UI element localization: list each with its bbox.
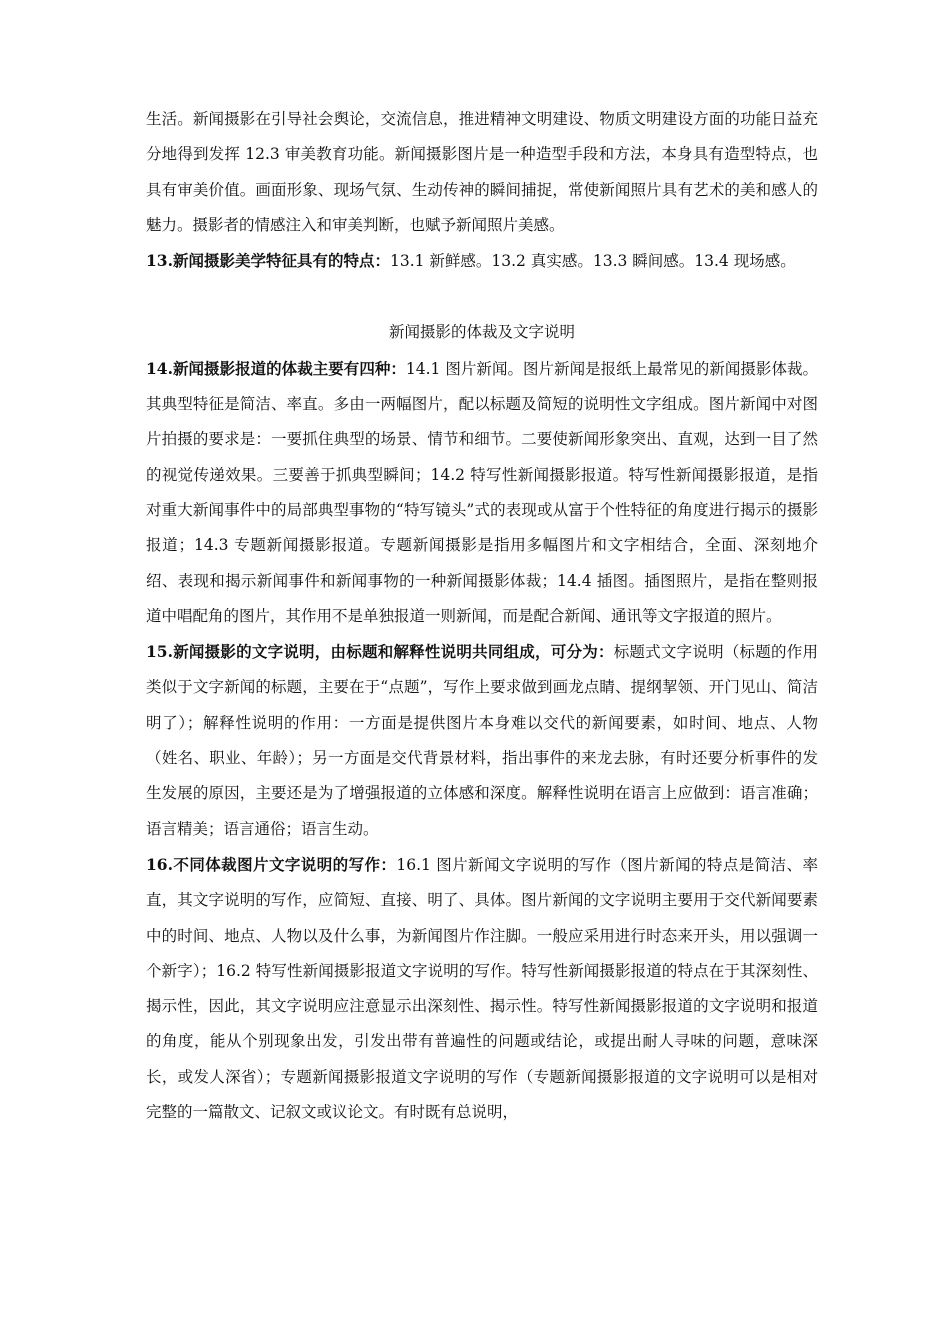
section-spacer <box>146 279 818 315</box>
paragraph-lead: 15.新闻摄影的文字说明，由标题和解释性说明共同组成，可分为： <box>146 642 614 662</box>
paragraph-15 <box>146 634 818 847</box>
paragraph-text: 生活。新闻摄影在引导社会舆论，交流信息，推进精神文明建设、物质文明建设方面的功能日益充分地得到发挥 12.3 审美教育功能。新闻摄影图片是一种造型手段和方法，本身具有造型特点，也具有审美价值。画面形象、现场气氛、生动传神的瞬间捕捉，常使新闻照片具有艺术的美和感人的魅力。摄影者的情感注入和审美判断，也赋予新闻照片美感。 <box>146 110 818 234</box>
paragraph-lead: 13.新闻摄影美学特征具有的特点： <box>146 251 390 271</box>
paragraph-16 <box>146 847 818 1130</box>
paragraph-text: 标题式文字说明（标题的作用类似于文字新闻的标题，主要在于“点题”，写作上要求做到画龙点睛、提纲挈领、开门见山、简洁明了）；解释性说明的作用：一方面是提供图片本身难以交代的新闻要素，如时间、地点、人物（姓名、职业、年龄）；另一方面是交代背景材料，指出事件的来龙去脉，有时还要分析事件的发生发展的原因，主要还是为了增强报道的立体感和深度。解释性说明在语言上应做到：语言准确；语言精美；语言通俗；语言生动。 <box>146 643 818 838</box>
section-heading: 新闻摄影的体裁及文字说明 <box>388 323 575 342</box>
paragraph-14 <box>146 351 818 634</box>
paragraph-text: 14.1 图片新闻。图片新闻是报纸上最常见的新闻摄影体裁。其典型特征是简洁、率直。多由一两幅图片，配以标题及简短的说明性文字组成。图片新闻中对图片拍摄的要求是：一要抓住典型的场景、情节和细节。二要使新闻形象突出、直观，达到一目了然的视觉传递效果。三要善于抓典型瞬间；14.2 特写性新闻摄影报道。特写性新闻摄影报道，是指对重大新闻事件中的局部典型事物的“特写镜头”式的表现或从富于个性特征的角度进行揭示的摄影报道；14.3 专题新闻摄影报道。专题新闻摄影是指用多幅图片和文字相结合，全面、深刻地介绍、表现和揭示新闻事件和新闻事物的一种新闻摄影体裁；14.4 插图。插图照片，是指在整则报道中唱配角的图片，其作用不是单独报道一则新闻，而是配合新闻、通讯等文字报道的照片。 <box>146 359 818 625</box>
paragraph-12-continued <box>146 102 818 243</box>
paragraph-lead: 16.不同体裁图片文字说明的写作： <box>146 854 397 874</box>
paragraph-lead: 14.新闻摄影报道的体裁主要有四种： <box>146 358 406 378</box>
paragraph-13 <box>146 243 818 279</box>
document-body <box>146 102 818 1130</box>
paragraph-text: 13.1 新鲜感。13.2 真实感。13.3 瞬间感。13.4 现场感。 <box>389 252 796 271</box>
paragraph-text: 16.1 图片新闻文字说明的写作（图片新闻的特点是简洁、率直，其文字说明的写作，应简短、直接、明了、具体。图片新闻的文字说明主要用于交代新闻要素中的时间、地点、人物以及什么事，为新闻图片作注脚。一般应采用进行时态来开头，用以强调一个新字）；16.2 特写性新闻摄影报道文字说明的写作。特写性新闻摄影报道的特点在于其深刻性、揭示性，因此，其文字说明应注意显示出深刻性、揭示性。特写性新闻摄影报道的文字说明和报道的角度，能从个别现象出发，引发出带有普遍性的问题或结论，或提出耐人寻味的问题，意味深长，或发人深省）；专题新闻摄影报道文字说明的写作（专题新闻摄影报道的文字说明可以是相对完整的一篇散文、记叙文或议论文。有时既有总说明， <box>146 855 818 1122</box>
